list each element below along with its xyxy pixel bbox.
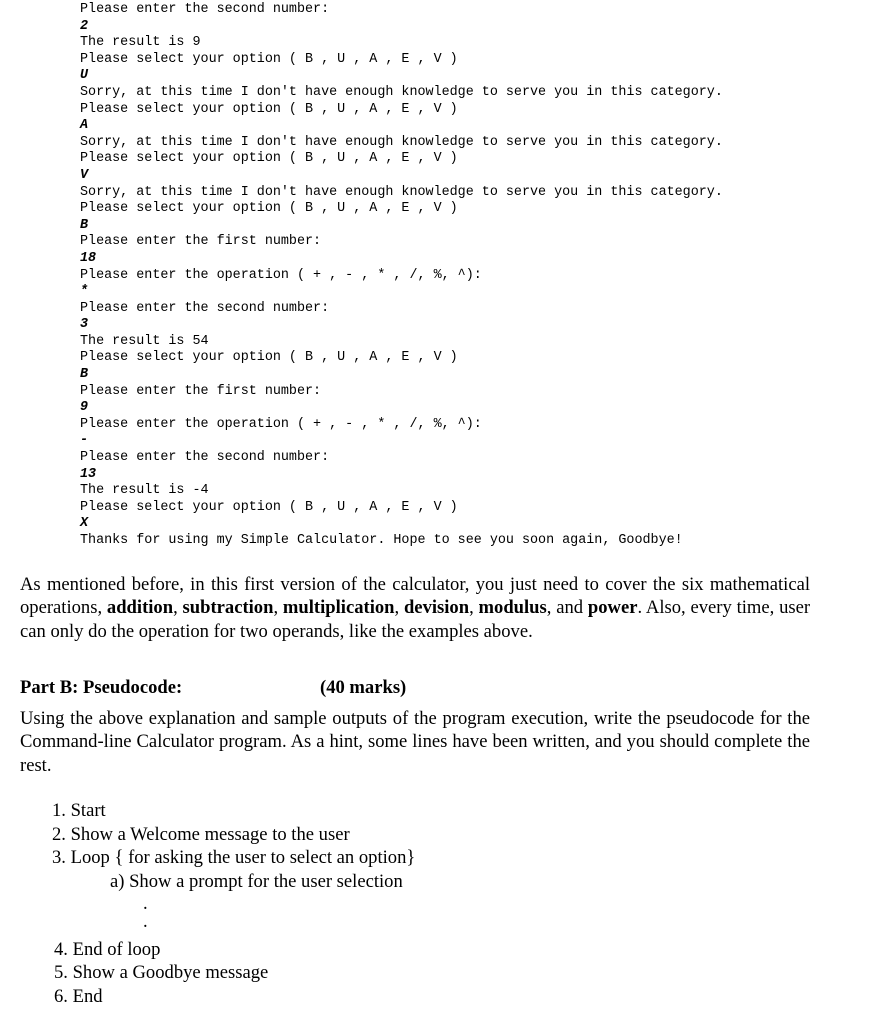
instructions-paragraph: Using the above explanation and sample outputs of the program execution, write the pseudocode for the Command-line Calculator program. As a hint, some lines have been written, and you should complete the rest. bbox=[20, 708, 810, 776]
console-input: V bbox=[80, 167, 89, 183]
separator: , bbox=[273, 597, 283, 619]
console-line: Please select your option ( B , U , A , E , V ) bbox=[80, 499, 458, 515]
continuation-dot: . bbox=[143, 893, 148, 914]
console-line: Please select your option ( B , U , A , E , V ) bbox=[80, 51, 458, 67]
separator: , bbox=[469, 597, 479, 619]
step-prompt: a) Show a prompt for the user selection bbox=[110, 871, 403, 892]
operation-subtraction: subtraction bbox=[182, 597, 274, 619]
console-line: Please select your option ( B , U , A , E , V ) bbox=[80, 350, 458, 366]
console-output bbox=[80, 2, 860, 550]
console-line: Please enter the operation ( + , - , * , /, %, ^): bbox=[80, 267, 482, 283]
part-b-title: Part B: Pseudocode: bbox=[20, 677, 183, 698]
console-input: U bbox=[80, 68, 89, 84]
console-line: The result is -4 bbox=[80, 483, 209, 499]
continuation-dot: . bbox=[143, 911, 148, 932]
step-start: 1. Start bbox=[52, 800, 106, 821]
operation-power: power bbox=[587, 597, 638, 619]
separator: , and bbox=[546, 597, 588, 619]
step-end: 6. End bbox=[54, 986, 103, 1007]
console-line: Please select your option ( B , U , A , E , V ) bbox=[80, 151, 458, 167]
console-line: Sorry, at this time I don't have enough knowledge to serve you in this category. bbox=[80, 134, 723, 150]
step-loop: 3. Loop { for asking the user to select an option} bbox=[52, 847, 416, 868]
console-line: Please select your option ( B , U , A , E , V ) bbox=[80, 201, 458, 217]
console-input: X bbox=[80, 516, 89, 532]
separator: , bbox=[394, 597, 404, 619]
console-line: Please enter the second number: bbox=[80, 450, 330, 466]
step-welcome: 2. Show a Welcome message to the user bbox=[52, 824, 350, 845]
console-line: Please enter the second number: bbox=[80, 2, 330, 17]
console-line: Please enter the operation ( + , - , * , /, %, ^): bbox=[80, 416, 482, 432]
console-line: The result is 54 bbox=[80, 333, 209, 349]
operations-paragraph bbox=[20, 573, 810, 643]
console-line: Please enter the first number: bbox=[80, 383, 322, 399]
operation-addition: addition bbox=[106, 597, 174, 619]
console-input: - bbox=[80, 433, 89, 449]
console-input: B bbox=[80, 367, 89, 383]
console-input: 2 bbox=[80, 18, 89, 34]
separator: , bbox=[173, 597, 183, 619]
console-input: 18 bbox=[80, 250, 97, 266]
console-line: Thanks for using my Simple Calculator. Hope to see you soon again, Goodbye! bbox=[80, 533, 683, 548]
console-line: Sorry, at this time I don't have enough knowledge to serve you in this category. bbox=[80, 184, 723, 200]
console-line: Please select your option ( B , U , A , E , V ) bbox=[80, 101, 458, 117]
operation-division: devision bbox=[403, 597, 470, 619]
step-goodbye: 5. Show a Goodbye message bbox=[54, 962, 269, 983]
console-input: 13 bbox=[80, 466, 97, 482]
part-b-heading bbox=[20, 676, 810, 700]
step-end-loop: 4. End of loop bbox=[54, 939, 161, 960]
console-line: The result is 9 bbox=[80, 35, 201, 51]
console-line: Sorry, at this time I don't have enough knowledge to serve you in this category. bbox=[80, 84, 723, 100]
console-line: Please enter the second number: bbox=[80, 300, 330, 316]
paragraph-text: As mentioned before, in this first version of the calculator, you just need to cover the six mathematical operations, bbox=[20, 574, 810, 619]
operation-modulus: modulus bbox=[478, 597, 547, 619]
part-b-marks: (40 marks) bbox=[320, 677, 407, 698]
console-input: A bbox=[80, 118, 89, 134]
operation-multiplication: multiplication bbox=[282, 597, 395, 619]
console-input: B bbox=[80, 217, 89, 233]
console-input: 9 bbox=[80, 400, 89, 416]
console-input: * bbox=[80, 284, 89, 300]
console-line: Please enter the first number: bbox=[80, 234, 322, 250]
paragraph-text: . Also, every time, user can only do the operation for two operands, like the examples above. bbox=[20, 597, 811, 642]
console-input: 3 bbox=[80, 317, 89, 333]
